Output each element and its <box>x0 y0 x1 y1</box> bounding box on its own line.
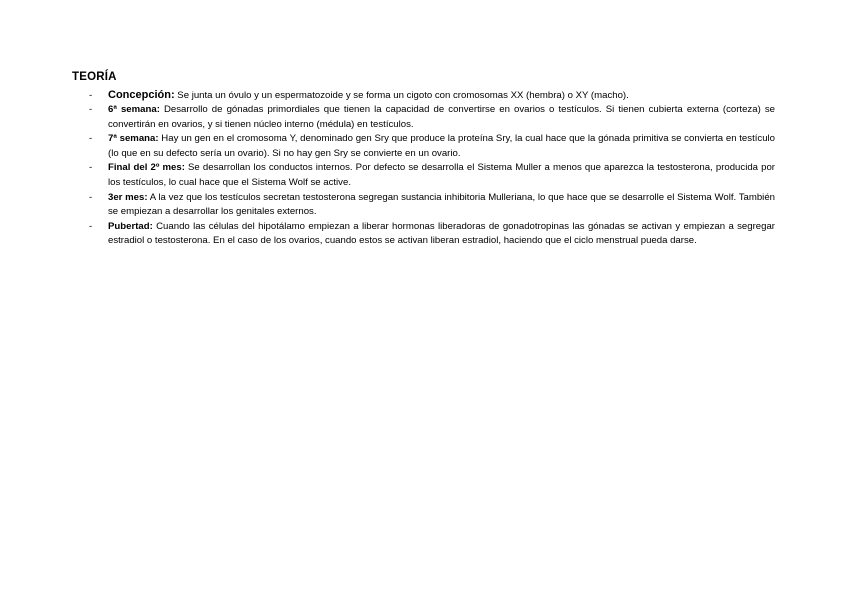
item-text: Desarrollo de gónadas primordiales que tienen la capacidad de convertirse en ovarios o testículos. Si tienen cubierta externa (corteza) se convertirán en ovarios, y si tienen núcleo interno (médula) en testículos. <box>108 104 775 130</box>
theory-list <box>72 88 775 249</box>
section-heading: TEORÍA <box>72 71 117 83</box>
list-item <box>72 103 775 132</box>
item-term: 3er mes: <box>108 191 148 203</box>
item-term: Final del 2º mes: <box>108 162 185 174</box>
bullet-dash: - <box>89 191 93 203</box>
bullet-dash: - <box>89 220 93 232</box>
item-term: Concepción: <box>108 89 175 101</box>
list-item <box>72 220 775 249</box>
list-item <box>72 191 775 220</box>
item-text: A la vez que los testículos secretan testosterona segregan sustancia inhibitoria Mulleriana, lo que hace que se desarrolle el Sistema Wolf. También se empiezan a desarrollar los genitales externos. <box>108 191 775 218</box>
item-text: Se desarrollan los conductos internos. Por defecto se desarrolla el Sistema Muller a menos que aparezca la testosterona, producida por los testículos, lo cual hace que el Sistema Wolf se active. <box>108 162 775 188</box>
item-term: 6ª semana: <box>108 104 160 115</box>
bullet-dash: - <box>89 90 93 101</box>
item-term: 7ª semana: <box>108 133 159 145</box>
bullet-dash: - <box>89 104 93 115</box>
list-item <box>72 132 775 161</box>
item-text: Hay un gen en el cromosoma Y, denominado gen Sry que produce la proteína Sry, la cual hace que la gónada primitiva se convierta en testículo (lo que en su defecto sería un ovario). Si no hay gen Sry se convierte en un ovario. <box>108 133 775 159</box>
bullet-dash: - <box>89 162 93 174</box>
item-text: Se junta un óvulo y un espermatozoide y se forma un cigoto con cromosomas XX (hembra) o XY (macho). <box>174 90 629 101</box>
item-term: Pubertad: <box>108 220 153 232</box>
bullet-dash: - <box>89 133 93 145</box>
item-text: Cuando las células del hipotálamo empiezan a liberar hormonas liberadoras de gonadotropinas las gónadas se activan y empiezan a segregar estradiol o testosterona. En el caso de los ovarios, cuando estos se activan liberan estradiol, haciendo que el ciclo menstrual pueda darse. <box>108 220 775 247</box>
list-item <box>72 88 775 103</box>
list-item <box>72 161 775 190</box>
